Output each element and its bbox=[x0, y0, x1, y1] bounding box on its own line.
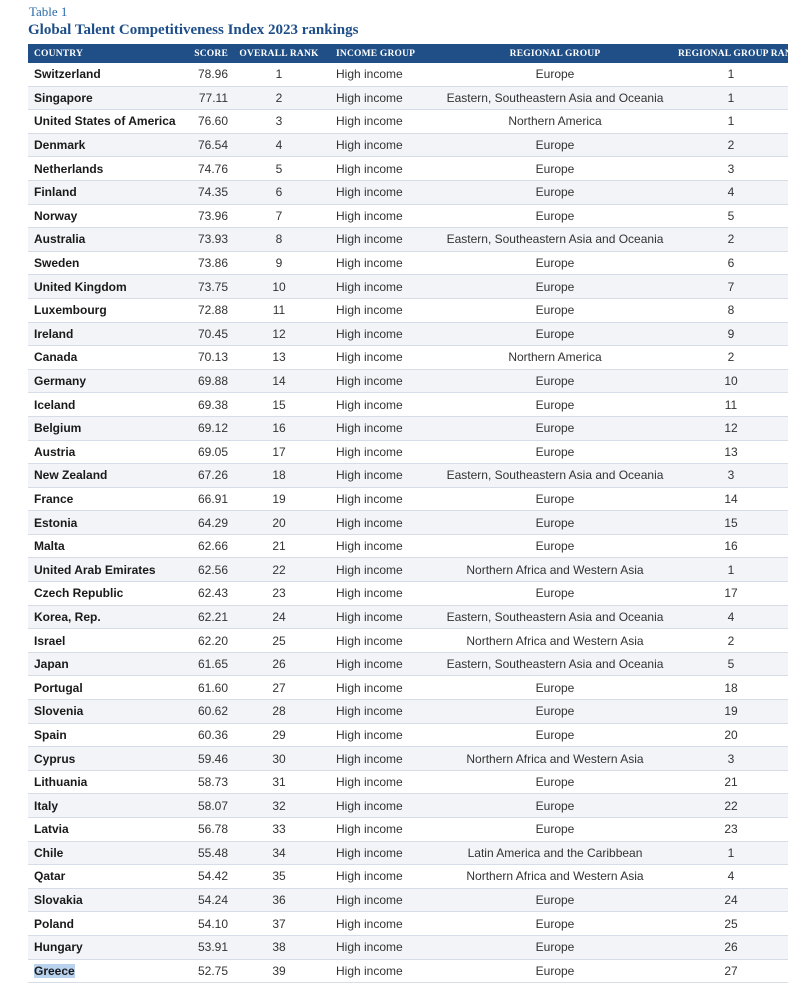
cell-income-group: High income bbox=[326, 770, 436, 794]
cell-country: Japan bbox=[28, 652, 188, 676]
cell-overall-rank: 7 bbox=[232, 204, 326, 228]
cell-income-group: High income bbox=[326, 180, 436, 204]
cell-regional-group: Eastern, Southeastern Asia and Oceania bbox=[436, 652, 674, 676]
table-row bbox=[28, 959, 788, 983]
table-row bbox=[28, 180, 788, 204]
table-row bbox=[28, 818, 788, 842]
cell-regional-group-rank: 10 bbox=[674, 369, 788, 393]
cell-country: United States of America bbox=[28, 110, 188, 134]
cell-country: Luxembourg bbox=[28, 298, 188, 322]
table-caption: Table 1 bbox=[29, 4, 68, 19]
cell-score: 62.66 bbox=[188, 534, 232, 558]
cell-regional-group: Europe bbox=[436, 298, 674, 322]
cell-regional-group: Europe bbox=[436, 770, 674, 794]
cell-overall-rank: 13 bbox=[232, 346, 326, 370]
cell-regional-group: Europe bbox=[436, 440, 674, 464]
cell-score: 62.21 bbox=[188, 605, 232, 629]
cell-score: 64.29 bbox=[188, 511, 232, 535]
cell-income-group: High income bbox=[326, 228, 436, 252]
cell-regional-group-rank: 5 bbox=[674, 652, 788, 676]
cell-overall-rank: 18 bbox=[232, 464, 326, 488]
cell-country: Portugal bbox=[28, 676, 188, 700]
cell-overall-rank: 16 bbox=[232, 416, 326, 440]
cell-score: 69.88 bbox=[188, 369, 232, 393]
cell-income-group: High income bbox=[326, 747, 436, 771]
cell-overall-rank: 5 bbox=[232, 157, 326, 181]
cell-income-group: High income bbox=[326, 959, 436, 983]
cell-regional-group-rank: 1 bbox=[674, 63, 788, 86]
cell-income-group: High income bbox=[326, 393, 436, 417]
table-row bbox=[28, 865, 788, 889]
cell-regional-group: Europe bbox=[436, 794, 674, 818]
cell-regional-group-rank: 12 bbox=[674, 416, 788, 440]
cell-income-group: High income bbox=[326, 935, 436, 959]
cell-country: Norway bbox=[28, 204, 188, 228]
table-row bbox=[28, 534, 788, 558]
cell-score: 62.20 bbox=[188, 629, 232, 653]
cell-country: Lithuania bbox=[28, 770, 188, 794]
cell-regional-group-rank: 1 bbox=[674, 110, 788, 134]
cell-regional-group: Northern Africa and Western Asia bbox=[436, 629, 674, 653]
cell-regional-group: Europe bbox=[436, 369, 674, 393]
cell-regional-group: Northern America bbox=[436, 110, 674, 134]
cell-regional-group: Latin America and the Caribbean bbox=[436, 841, 674, 865]
cell-income-group: High income bbox=[326, 298, 436, 322]
cell-score: 54.10 bbox=[188, 912, 232, 936]
cell-overall-rank: 17 bbox=[232, 440, 326, 464]
table-row bbox=[28, 605, 788, 629]
table-row bbox=[28, 723, 788, 747]
cell-score: 58.07 bbox=[188, 794, 232, 818]
cell-overall-rank: 25 bbox=[232, 629, 326, 653]
cell-regional-group-rank: 1 bbox=[674, 86, 788, 110]
cell-income-group: High income bbox=[326, 912, 436, 936]
cell-overall-rank: 35 bbox=[232, 865, 326, 889]
table-row bbox=[28, 110, 788, 134]
cell-country: Canada bbox=[28, 346, 188, 370]
cell-regional-group-rank: 2 bbox=[674, 228, 788, 252]
cell-regional-group-rank: 19 bbox=[674, 700, 788, 724]
header-regional-group: REGIONAL GROUP bbox=[436, 44, 674, 63]
cell-country: Australia bbox=[28, 228, 188, 252]
cell-regional-group: Northern Africa and Western Asia bbox=[436, 747, 674, 771]
cell-regional-group: Europe bbox=[436, 582, 674, 606]
cell-overall-rank: 1 bbox=[232, 63, 326, 86]
cell-regional-group: Europe bbox=[436, 487, 674, 511]
cell-regional-group-rank: 18 bbox=[674, 676, 788, 700]
cell-score: 76.54 bbox=[188, 133, 232, 157]
cell-score: 53.91 bbox=[188, 935, 232, 959]
cell-score: 74.76 bbox=[188, 157, 232, 181]
cell-country: Hungary bbox=[28, 935, 188, 959]
cell-country: United Arab Emirates bbox=[28, 558, 188, 582]
cell-country: Ireland bbox=[28, 322, 188, 346]
cell-regional-group-rank: 4 bbox=[674, 180, 788, 204]
cell-overall-rank: 9 bbox=[232, 251, 326, 275]
cell-overall-rank: 2 bbox=[232, 86, 326, 110]
table-row bbox=[28, 157, 788, 181]
cell-country: Germany bbox=[28, 369, 188, 393]
table-row bbox=[28, 251, 788, 275]
cell-income-group: High income bbox=[326, 700, 436, 724]
header-regional-group-rank: REGIONAL GROUP RANK bbox=[674, 44, 788, 63]
cell-score: 62.43 bbox=[188, 582, 232, 606]
cell-country: Qatar bbox=[28, 865, 188, 889]
table-row bbox=[28, 440, 788, 464]
table-row bbox=[28, 322, 788, 346]
cell-regional-group: Europe bbox=[436, 888, 674, 912]
cell-overall-rank: 28 bbox=[232, 700, 326, 724]
cell-score: 58.73 bbox=[188, 770, 232, 794]
cell-regional-group: Europe bbox=[436, 416, 674, 440]
table-row bbox=[28, 888, 788, 912]
table-row bbox=[28, 393, 788, 417]
cell-score: 60.36 bbox=[188, 723, 232, 747]
cell-overall-rank: 10 bbox=[232, 275, 326, 299]
cell-regional-group: Europe bbox=[436, 959, 674, 983]
cell-overall-rank: 12 bbox=[232, 322, 326, 346]
cell-regional-group: Europe bbox=[436, 935, 674, 959]
cell-overall-rank: 4 bbox=[232, 133, 326, 157]
cell-income-group: High income bbox=[326, 204, 436, 228]
cell-overall-rank: 37 bbox=[232, 912, 326, 936]
header-score: SCORE bbox=[188, 44, 232, 63]
cell-country: Estonia bbox=[28, 511, 188, 535]
cell-income-group: High income bbox=[326, 676, 436, 700]
cell-country bbox=[28, 959, 188, 983]
cell-country: Belgium bbox=[28, 416, 188, 440]
cell-overall-rank: 20 bbox=[232, 511, 326, 535]
cell-country: France bbox=[28, 487, 188, 511]
table-row bbox=[28, 416, 788, 440]
cell-income-group: High income bbox=[326, 582, 436, 606]
cell-overall-rank: 22 bbox=[232, 558, 326, 582]
table-row bbox=[28, 935, 788, 959]
highlighted-text: Greece bbox=[34, 963, 75, 978]
cell-regional-group: Eastern, Southeastern Asia and Oceania bbox=[436, 605, 674, 629]
cell-overall-rank: 31 bbox=[232, 770, 326, 794]
cell-country: Denmark bbox=[28, 133, 188, 157]
cell-regional-group-rank: 1 bbox=[674, 841, 788, 865]
cell-score: 73.75 bbox=[188, 275, 232, 299]
cell-country: Slovenia bbox=[28, 700, 188, 724]
cell-overall-rank: 33 bbox=[232, 818, 326, 842]
table-row bbox=[28, 652, 788, 676]
cell-score: 54.42 bbox=[188, 865, 232, 889]
cell-regional-group-rank: 14 bbox=[674, 487, 788, 511]
cell-regional-group: Europe bbox=[436, 251, 674, 275]
cell-country: New Zealand bbox=[28, 464, 188, 488]
cell-regional-group-rank: 2 bbox=[674, 629, 788, 653]
cell-score: 77.11 bbox=[188, 86, 232, 110]
table-row bbox=[28, 558, 788, 582]
cell-regional-group: Europe bbox=[436, 204, 674, 228]
cell-income-group: High income bbox=[326, 440, 436, 464]
table-row bbox=[28, 770, 788, 794]
cell-income-group: High income bbox=[326, 652, 436, 676]
cell-regional-group-rank: 4 bbox=[674, 605, 788, 629]
cell-income-group: High income bbox=[326, 133, 436, 157]
cell-country: United Kingdom bbox=[28, 275, 188, 299]
cell-regional-group: Europe bbox=[436, 133, 674, 157]
cell-income-group: High income bbox=[326, 818, 436, 842]
cell-income-group: High income bbox=[326, 63, 436, 86]
cell-regional-group: Europe bbox=[436, 676, 674, 700]
cell-score: 61.60 bbox=[188, 676, 232, 700]
cell-income-group: High income bbox=[326, 629, 436, 653]
header-country: COUNTRY bbox=[28, 44, 188, 63]
cell-income-group: High income bbox=[326, 865, 436, 889]
cell-overall-rank: 23 bbox=[232, 582, 326, 606]
cell-overall-rank: 15 bbox=[232, 393, 326, 417]
cell-score: 66.91 bbox=[188, 487, 232, 511]
cell-income-group: High income bbox=[326, 464, 436, 488]
table-row bbox=[28, 700, 788, 724]
cell-income-group: High income bbox=[326, 346, 436, 370]
cell-country: Austria bbox=[28, 440, 188, 464]
cell-income-group: High income bbox=[326, 794, 436, 818]
cell-income-group: High income bbox=[326, 487, 436, 511]
table-row bbox=[28, 204, 788, 228]
rankings-table bbox=[28, 44, 800, 983]
cell-score: 73.96 bbox=[188, 204, 232, 228]
cell-regional-group: Europe bbox=[436, 157, 674, 181]
cell-country: Netherlands bbox=[28, 157, 188, 181]
cell-country: Cyprus bbox=[28, 747, 188, 771]
cell-regional-group-rank: 1 bbox=[674, 558, 788, 582]
cell-country: Iceland bbox=[28, 393, 188, 417]
cell-overall-rank: 34 bbox=[232, 841, 326, 865]
cell-score: 70.13 bbox=[188, 346, 232, 370]
cell-regional-group-rank: 22 bbox=[674, 794, 788, 818]
table-row bbox=[28, 841, 788, 865]
cell-regional-group-rank: 9 bbox=[674, 322, 788, 346]
cell-regional-group: Europe bbox=[436, 912, 674, 936]
cell-regional-group: Europe bbox=[436, 180, 674, 204]
table-row bbox=[28, 86, 788, 110]
cell-regional-group: Europe bbox=[436, 700, 674, 724]
cell-country: Switzerland bbox=[28, 63, 188, 86]
cell-overall-rank: 30 bbox=[232, 747, 326, 771]
cell-income-group: High income bbox=[326, 723, 436, 747]
table-row bbox=[28, 228, 788, 252]
table-title: Global Talent Competitiveness Index 2023 rankings bbox=[28, 22, 359, 38]
cell-regional-group-rank: 3 bbox=[674, 157, 788, 181]
cell-income-group: High income bbox=[326, 511, 436, 535]
table-row bbox=[28, 747, 788, 771]
cell-overall-rank: 21 bbox=[232, 534, 326, 558]
cell-overall-rank: 32 bbox=[232, 794, 326, 818]
cell-overall-rank: 39 bbox=[232, 959, 326, 983]
cell-income-group: High income bbox=[326, 157, 436, 181]
cell-regional-group: Northern Africa and Western Asia bbox=[436, 558, 674, 582]
cell-regional-group-rank: 4 bbox=[674, 865, 788, 889]
cell-score: 67.26 bbox=[188, 464, 232, 488]
cell-overall-rank: 6 bbox=[232, 180, 326, 204]
cell-regional-group-rank: 17 bbox=[674, 582, 788, 606]
table-row bbox=[28, 63, 788, 86]
cell-score: 70.45 bbox=[188, 322, 232, 346]
cell-country: Malta bbox=[28, 534, 188, 558]
cell-overall-rank: 8 bbox=[232, 228, 326, 252]
table-row bbox=[28, 369, 788, 393]
table-row bbox=[28, 275, 788, 299]
cell-regional-group-rank: 27 bbox=[674, 959, 788, 983]
cell-country: Israel bbox=[28, 629, 188, 653]
cell-regional-group: Europe bbox=[436, 275, 674, 299]
cell-income-group: High income bbox=[326, 416, 436, 440]
cell-income-group: High income bbox=[326, 275, 436, 299]
cell-income-group: High income bbox=[326, 369, 436, 393]
cell-regional-group: Europe bbox=[436, 393, 674, 417]
cell-regional-group-rank: 3 bbox=[674, 747, 788, 771]
cell-income-group: High income bbox=[326, 110, 436, 134]
cell-regional-group-rank: 6 bbox=[674, 251, 788, 275]
cell-country: Italy bbox=[28, 794, 188, 818]
cell-country: Latvia bbox=[28, 818, 188, 842]
cell-income-group: High income bbox=[326, 888, 436, 912]
cell-regional-group-rank: 11 bbox=[674, 393, 788, 417]
cell-score: 59.46 bbox=[188, 747, 232, 771]
cell-country: Poland bbox=[28, 912, 188, 936]
cell-overall-rank: 24 bbox=[232, 605, 326, 629]
cell-country: Finland bbox=[28, 180, 188, 204]
cell-score: 72.88 bbox=[188, 298, 232, 322]
cell-regional-group: Eastern, Southeastern Asia and Oceania bbox=[436, 86, 674, 110]
cell-score: 52.75 bbox=[188, 959, 232, 983]
table-row bbox=[28, 511, 788, 535]
cell-income-group: High income bbox=[326, 534, 436, 558]
cell-regional-group: Eastern, Southeastern Asia and Oceania bbox=[436, 464, 674, 488]
table-row bbox=[28, 346, 788, 370]
cell-score: 69.38 bbox=[188, 393, 232, 417]
cell-score: 69.05 bbox=[188, 440, 232, 464]
cell-score: 61.65 bbox=[188, 652, 232, 676]
cell-income-group: High income bbox=[326, 841, 436, 865]
cell-score: 54.24 bbox=[188, 888, 232, 912]
cell-country: Singapore bbox=[28, 86, 188, 110]
cell-country: Slovakia bbox=[28, 888, 188, 912]
table-row bbox=[28, 464, 788, 488]
cell-country: Sweden bbox=[28, 251, 188, 275]
cell-regional-group-rank: 13 bbox=[674, 440, 788, 464]
cell-country: Spain bbox=[28, 723, 188, 747]
cell-regional-group-rank: 16 bbox=[674, 534, 788, 558]
cell-regional-group: Northern America bbox=[436, 346, 674, 370]
cell-overall-rank: 29 bbox=[232, 723, 326, 747]
cell-overall-rank: 19 bbox=[232, 487, 326, 511]
cell-overall-rank: 27 bbox=[232, 676, 326, 700]
cell-regional-group: Europe bbox=[436, 534, 674, 558]
table-row bbox=[28, 794, 788, 818]
cell-score: 56.78 bbox=[188, 818, 232, 842]
cell-regional-group-rank: 24 bbox=[674, 888, 788, 912]
cell-regional-group-rank: 8 bbox=[674, 298, 788, 322]
cell-regional-group-rank: 7 bbox=[674, 275, 788, 299]
cell-overall-rank: 26 bbox=[232, 652, 326, 676]
table-row bbox=[28, 676, 788, 700]
cell-regional-group-rank: 20 bbox=[674, 723, 788, 747]
cell-score: 55.48 bbox=[188, 841, 232, 865]
cell-income-group: High income bbox=[326, 251, 436, 275]
cell-regional-group: Eastern, Southeastern Asia and Oceania bbox=[436, 228, 674, 252]
header-income-group: INCOME GROUP bbox=[326, 44, 436, 63]
cell-overall-rank: 3 bbox=[232, 110, 326, 134]
cell-regional-group-rank: 26 bbox=[674, 935, 788, 959]
cell-regional-group-rank: 21 bbox=[674, 770, 788, 794]
cell-overall-rank: 14 bbox=[232, 369, 326, 393]
cell-regional-group-rank: 2 bbox=[674, 346, 788, 370]
cell-regional-group-rank: 5 bbox=[674, 204, 788, 228]
header-overall-rank: OVERALL RANK bbox=[232, 44, 326, 63]
table-row bbox=[28, 582, 788, 606]
cell-country: Czech Republic bbox=[28, 582, 188, 606]
cell-overall-rank: 36 bbox=[232, 888, 326, 912]
cell-income-group: High income bbox=[326, 605, 436, 629]
cell-score: 78.96 bbox=[188, 63, 232, 86]
cell-regional-group: Europe bbox=[436, 723, 674, 747]
table-row bbox=[28, 629, 788, 653]
cell-regional-group: Europe bbox=[436, 322, 674, 346]
cell-score: 60.62 bbox=[188, 700, 232, 724]
table-row bbox=[28, 487, 788, 511]
cell-regional-group-rank: 3 bbox=[674, 464, 788, 488]
cell-regional-group: Europe bbox=[436, 818, 674, 842]
cell-score: 74.35 bbox=[188, 180, 232, 204]
cell-income-group: High income bbox=[326, 86, 436, 110]
cell-overall-rank: 38 bbox=[232, 935, 326, 959]
cell-income-group: High income bbox=[326, 558, 436, 582]
cell-score: 73.86 bbox=[188, 251, 232, 275]
cell-score: 76.60 bbox=[188, 110, 232, 134]
cell-country: Korea, Rep. bbox=[28, 605, 188, 629]
cell-score: 69.12 bbox=[188, 416, 232, 440]
cell-score: 62.56 bbox=[188, 558, 232, 582]
cell-regional-group: Europe bbox=[436, 511, 674, 535]
cell-score: 73.93 bbox=[188, 228, 232, 252]
cell-country: Chile bbox=[28, 841, 188, 865]
table-row bbox=[28, 133, 788, 157]
cell-regional-group: Europe bbox=[436, 63, 674, 86]
cell-overall-rank: 11 bbox=[232, 298, 326, 322]
cell-income-group: High income bbox=[326, 322, 436, 346]
table-row bbox=[28, 912, 788, 936]
cell-regional-group-rank: 23 bbox=[674, 818, 788, 842]
cell-regional-group-rank: 25 bbox=[674, 912, 788, 936]
cell-regional-group-rank: 2 bbox=[674, 133, 788, 157]
table-row bbox=[28, 298, 788, 322]
cell-regional-group-rank: 15 bbox=[674, 511, 788, 535]
cell-regional-group: Northern Africa and Western Asia bbox=[436, 865, 674, 889]
table-header-row bbox=[28, 44, 788, 63]
